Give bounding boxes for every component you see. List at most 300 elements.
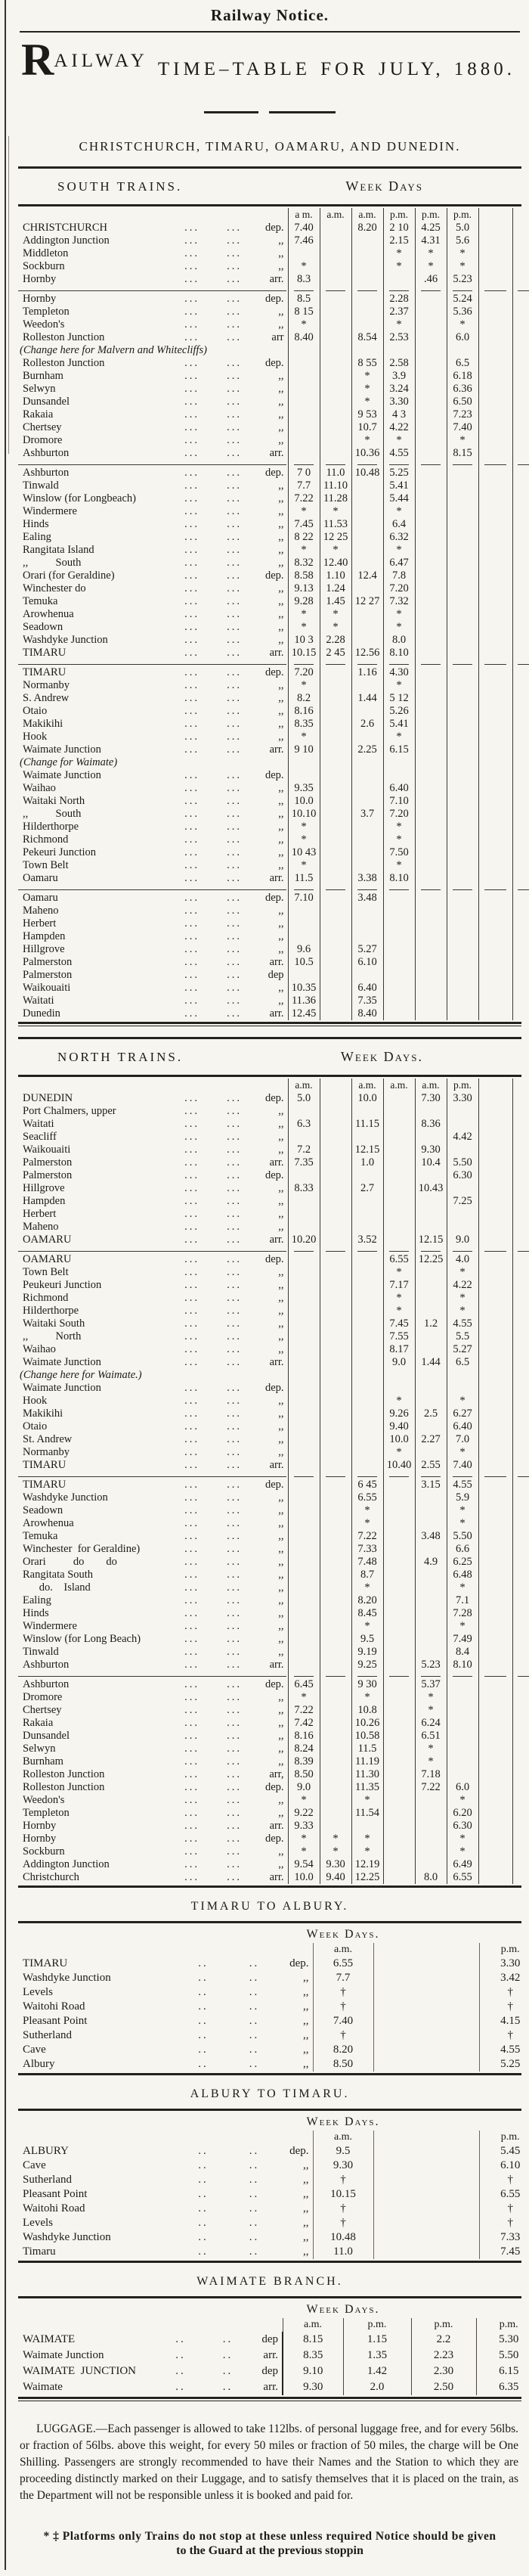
time-cell: [478, 1581, 512, 1594]
stop-type: ,,: [278, 421, 284, 433]
table-row: [18, 1659, 529, 1671]
station-name: Ashburton: [23, 467, 70, 479]
time-cell: [512, 982, 529, 995]
time-cell: [288, 1253, 320, 1266]
time-cell: 9.6: [288, 943, 320, 956]
time-cell: [478, 1395, 512, 1407]
time-cell: [320, 1646, 351, 1659]
header-spacer: [254, 208, 288, 222]
stop-type: ,,: [303, 2000, 309, 2013]
time-cell: [288, 421, 320, 434]
time-cell: 4.55: [479, 2043, 529, 2057]
table-row: [18, 2173, 529, 2187]
time-cell: [415, 1330, 447, 1343]
time-cell: [478, 1092, 512, 1105]
table-row: [18, 1253, 529, 1266]
station-name: Waitaki North: [23, 795, 85, 807]
time-cell: [320, 833, 351, 846]
time-cell: [512, 1479, 529, 1491]
station-name: Winchester do: [23, 582, 86, 594]
table-bottom-rule: [18, 1885, 521, 1888]
time-cell: 5.5: [447, 1330, 478, 1343]
station-name: Ashburton: [23, 1678, 70, 1690]
stop-type: ,,: [303, 2174, 309, 2186]
time-cell: [373, 2216, 479, 2230]
time-cell: [415, 1820, 447, 1833]
time-cell: *: [383, 608, 415, 621]
time-cell: 8.54: [351, 331, 383, 344]
time-column-header: [478, 1079, 512, 1092]
time-cell: [478, 421, 512, 434]
ditto-dots: ...: [184, 570, 200, 582]
time-cell: [512, 1292, 529, 1305]
time-cell: [478, 370, 512, 383]
time-cell: [512, 1279, 529, 1292]
stop-type: ,,: [278, 679, 284, 691]
table-row: [18, 2363, 529, 2379]
ditto-dots: ..: [198, 2245, 209, 2258]
time-cell: [415, 1845, 447, 1858]
ditto-dots: ...: [227, 1691, 242, 1703]
station-name: WAIMATE: [23, 2333, 76, 2345]
ditto-dots: ...: [227, 434, 242, 446]
time-cell: [415, 647, 447, 660]
station-name: Weedon's: [23, 1794, 65, 1806]
time-cell: 10 43: [288, 846, 320, 859]
time-cell: [478, 621, 512, 634]
time-cell: [415, 1195, 447, 1208]
divider-dash: [484, 889, 506, 890]
time-cell: [415, 982, 447, 995]
ditto-dots: ...: [184, 1820, 200, 1832]
station-name: Makikihi: [23, 1407, 63, 1420]
time-cell: [447, 833, 478, 846]
divider-cell: [383, 460, 415, 467]
ditto-dots: ..: [175, 2381, 186, 2393]
time-cell: 3.30: [383, 396, 415, 408]
time-cell: [320, 1820, 351, 1833]
time-cell: *: [447, 1266, 478, 1279]
time-cell: 7.0: [447, 1433, 478, 1446]
station-name: Sockburn: [23, 1845, 65, 1858]
time-cell: [512, 1156, 529, 1169]
header-spacer: [207, 2318, 249, 2332]
time-cell: [478, 447, 512, 460]
time-cell: [320, 1659, 351, 1671]
time-cell: [288, 1221, 320, 1234]
time-cell: [478, 1607, 512, 1620]
ditto-dots: ...: [227, 1717, 242, 1729]
stop-type: arr.: [269, 273, 284, 285]
time-cell: [320, 1459, 351, 1472]
divider-dash: [453, 464, 472, 465]
time-cell: [383, 1620, 415, 1633]
time-cell: [351, 293, 383, 306]
time-cell: [512, 370, 529, 383]
table-row: [18, 769, 529, 782]
time-cell: [415, 306, 447, 318]
time-cell: 7.28: [447, 1607, 478, 1620]
time-cell: 9.54: [288, 1858, 320, 1871]
divider-dash: [357, 1676, 377, 1677]
table-row: [18, 370, 529, 383]
time-cell: [415, 995, 447, 1007]
time-cell: [478, 1704, 512, 1717]
station-name: Hook: [23, 731, 48, 743]
ditto-dots: ...: [227, 582, 242, 594]
week-days-label: Week Days.: [340, 1049, 423, 1064]
divider-cell: [512, 885, 529, 892]
ditto-dots: ...: [184, 647, 200, 659]
time-cell: [512, 1730, 529, 1743]
time-cell: [415, 917, 447, 930]
divider-cell: [447, 660, 478, 666]
time-cell: [478, 821, 512, 833]
time-cell: [351, 1356, 383, 1369]
time-cell: [383, 1633, 415, 1646]
divider-cell: [478, 286, 512, 293]
divider-left: [18, 1671, 288, 1678]
time-cell: [383, 1768, 415, 1781]
time-cell: 5.44: [383, 492, 415, 505]
time-cell: [351, 1208, 383, 1221]
time-cell: [415, 1594, 447, 1607]
divider-cell: [320, 660, 351, 666]
table-row: [18, 1491, 529, 1504]
time-cell: [320, 260, 351, 273]
time-cell: 5.36: [447, 306, 478, 318]
time-cell: 11.10: [320, 480, 351, 492]
divider-cell: [383, 1671, 415, 1678]
stop-type: dep.: [264, 293, 284, 305]
time-cell: [512, 1407, 529, 1420]
time-cell: 2.15: [383, 234, 415, 247]
time-cell: 7.30: [415, 1092, 447, 1105]
stop-type: arr.: [269, 1007, 284, 1020]
table-row: [18, 544, 529, 557]
time-cell: *: [383, 544, 415, 557]
time-cell: [478, 1131, 512, 1144]
station-name: Hinds: [23, 1607, 49, 1619]
stop-type: ,,: [278, 1845, 284, 1858]
stop-type: ,,: [278, 595, 284, 607]
time-cell: [478, 260, 512, 273]
table-row: [18, 1607, 529, 1620]
stop-type: ,,: [278, 1182, 284, 1194]
time-cell: [320, 969, 351, 982]
time-cell: [478, 731, 512, 743]
table-row: [18, 2014, 529, 2028]
time-cell: [447, 769, 478, 782]
ditto-dots: ..: [249, 2000, 260, 2013]
table-row: [18, 1433, 529, 1446]
time-cell: [383, 930, 415, 943]
time-cell: 9.30: [313, 2159, 373, 2173]
time-cell: [383, 1755, 415, 1768]
ditto-dots: ...: [227, 1131, 242, 1143]
stop-type: ,,: [278, 1543, 284, 1555]
stop-type: ,,: [278, 1118, 284, 1130]
table-row: [18, 892, 529, 905]
ditto-dots: ...: [227, 692, 242, 704]
table-row: [18, 1266, 529, 1279]
time-cell: [373, 2014, 479, 2028]
ditto-dots: ...: [227, 995, 242, 1007]
ditto-dots: ..: [198, 2217, 209, 2229]
station-name: Waikouaiti: [23, 1144, 71, 1156]
ditto-dots: ...: [184, 1743, 200, 1755]
table-row: [18, 505, 529, 518]
table-row: [18, 1957, 529, 1971]
divider-left: [18, 1246, 288, 1253]
ditto-dots: ...: [227, 1594, 242, 1606]
ditto-dots: ...: [184, 969, 200, 981]
station-name: Dunsandel: [23, 396, 70, 408]
time-cell: [478, 1208, 512, 1221]
stop-type: ,,: [278, 1221, 284, 1233]
station-name: Burnham: [23, 370, 63, 382]
ditto-dots: ...: [184, 383, 200, 395]
time-cell: [320, 718, 351, 731]
time-cell: 10.43: [415, 1182, 447, 1195]
time-cell: [320, 1007, 351, 1020]
station-name: Sockburn: [23, 260, 65, 272]
time-cell: [512, 917, 529, 930]
divider-dash: [326, 889, 345, 890]
change-note: (Change here for Malvern and Whitecliffs): [20, 344, 207, 356]
divider-cell: [351, 460, 383, 467]
time-cell: 7.45: [479, 2245, 529, 2259]
time-cell: 10.0: [383, 1433, 415, 1446]
time-cell: 7.23: [447, 408, 478, 421]
time-cell: *: [447, 1620, 478, 1633]
time-cell: 9.30: [415, 1144, 447, 1156]
stop-type: arr.: [269, 743, 284, 756]
ditto-dots: ...: [184, 1594, 200, 1606]
time-cell: [478, 1433, 512, 1446]
divider-dash: [453, 290, 472, 291]
ditto-dots: ...: [227, 872, 242, 884]
time-cell: [447, 1743, 478, 1755]
time-cell: [447, 467, 478, 480]
table-row: [18, 1845, 529, 1858]
time-cell: [478, 1195, 512, 1208]
table-row: [18, 306, 529, 318]
time-cell: [415, 1343, 447, 1356]
time-cell: [415, 1607, 447, 1620]
divider-dash: [294, 889, 314, 890]
time-cell: [415, 434, 447, 447]
time-cell: [478, 1305, 512, 1317]
station-name: Rolleston Junction: [23, 1768, 105, 1780]
ditto-dots: ...: [184, 1330, 200, 1342]
stop-type: arr.: [263, 2381, 278, 2393]
time-cell: 6.20: [447, 1807, 478, 1820]
time-cell: [415, 1305, 447, 1317]
time-cell: *: [351, 1581, 383, 1594]
time-cell: [320, 1781, 351, 1794]
time-cell: [415, 943, 447, 956]
time-cell: 4.0: [447, 1253, 478, 1266]
ditto-dots: ...: [184, 531, 200, 543]
time-cell: [320, 1678, 351, 1691]
time-cell: 7.17: [383, 1279, 415, 1292]
time-cell: [512, 293, 529, 306]
time-cell: *: [415, 1743, 447, 1755]
divider-dash: [518, 464, 529, 465]
table-row: [18, 1305, 529, 1317]
time-cell: [351, 1317, 383, 1330]
time-cell: [512, 1768, 529, 1781]
time-cell: [478, 1253, 512, 1266]
station-name: Hinds: [23, 518, 49, 530]
time-cell: 3.30: [447, 1092, 478, 1105]
time-cell: [447, 995, 478, 1007]
station-name: Makikihi: [23, 718, 63, 730]
time-cell: 8.32: [288, 557, 320, 570]
time-cell: [288, 1504, 320, 1517]
time-cell: *: [351, 1517, 383, 1530]
ditto-dots: ...: [184, 222, 200, 234]
week-days-label: Week Days.: [306, 1928, 380, 1941]
time-cell: *: [383, 1446, 415, 1459]
station-name: ,, South: [23, 557, 82, 569]
time-cell: *: [415, 260, 447, 273]
table-row: [18, 2144, 529, 2159]
ditto-dots: ...: [184, 331, 200, 343]
station-name: Washdyke Junction: [23, 634, 108, 646]
ditto-dots: ...: [227, 1479, 242, 1491]
time-cell: 7.22: [415, 1781, 447, 1794]
ditto-dots: ...: [184, 1382, 200, 1394]
divider-rule: [18, 664, 286, 665]
ditto-dots: ...: [227, 1704, 242, 1716]
ditto-dots: ...: [184, 1343, 200, 1355]
time-cell: [288, 1633, 320, 1646]
stop-type: ,,: [278, 518, 284, 530]
table-row: [18, 905, 529, 917]
section-south-trains: [18, 166, 521, 1026]
ditto-dots: ..: [249, 2145, 260, 2157]
time-cell: [383, 273, 415, 286]
time-cell: 1.0: [351, 1156, 383, 1169]
divider-rule: [18, 1676, 286, 1677]
time-cell: [512, 1633, 529, 1646]
time-cell: [351, 1407, 383, 1420]
ditto-dots: ...: [184, 731, 200, 743]
time-cell: *: [351, 370, 383, 383]
time-cell: 10.48: [351, 467, 383, 480]
time-cell: [447, 718, 478, 731]
time-cell: 4.25: [415, 222, 447, 234]
time-cell: 1.10: [320, 570, 351, 582]
divider-cell: [447, 1671, 478, 1678]
time-cell: [415, 1581, 447, 1594]
table-row: [18, 679, 529, 692]
ditto-dots: ..: [198, 2029, 209, 2041]
time-cell: 2.27: [415, 1433, 447, 1446]
stop-type: ,,: [278, 833, 284, 846]
table-row: [18, 982, 529, 995]
time-cell: [320, 982, 351, 995]
time-cell: 8.15: [283, 2332, 343, 2348]
stop-type: arr.: [269, 647, 284, 659]
time-cell: [512, 1221, 529, 1234]
time-cell: [447, 1007, 478, 1020]
station-name: Rakaia: [23, 1717, 54, 1729]
station-name: Addington Junction: [23, 234, 110, 247]
station-name: Sutherland: [23, 2174, 72, 2186]
stop-type: dep.: [264, 1092, 284, 1104]
time-cell: [512, 930, 529, 943]
time-cell: *: [447, 1794, 478, 1807]
table-row: [18, 2159, 529, 2173]
time-cell: [320, 956, 351, 969]
time-cell: [320, 666, 351, 679]
stop-type: dep.: [264, 1781, 284, 1793]
station-name: Washdyke Junction: [23, 1491, 108, 1504]
time-cell: [512, 1253, 529, 1266]
time-cell: [288, 370, 320, 383]
time-cell: [478, 1543, 512, 1556]
time-cell: 6.45: [288, 1678, 320, 1691]
divider-dash: [453, 889, 472, 890]
table-row: [18, 557, 529, 570]
station-name: Templeton: [23, 306, 70, 318]
table-row: [18, 743, 529, 756]
ditto-dots: ...: [227, 222, 242, 234]
time-cell: [351, 544, 383, 557]
section-albury-timaru: [18, 2087, 521, 2263]
time-cell: [447, 570, 478, 582]
time-cell: [415, 621, 447, 634]
table-row: [18, 1807, 529, 1820]
station-name: TIMARU: [23, 647, 67, 659]
time-cell: [320, 331, 351, 344]
divider-cell: [478, 885, 512, 892]
time-cell: [415, 1131, 447, 1144]
stop-type: ,,: [278, 905, 284, 917]
stop-type: arr,: [269, 1768, 284, 1780]
time-column-header: p.m.: [343, 2318, 411, 2332]
time-cell: [320, 1382, 351, 1395]
time-cell: [478, 1678, 512, 1691]
station-name: Maheno: [23, 905, 59, 917]
time-cell: *: [320, 505, 351, 518]
time-cell: [320, 795, 351, 808]
time-cell: [320, 1343, 351, 1356]
ditto-dots: ...: [184, 808, 200, 820]
time-cell: [383, 905, 415, 917]
time-cell: †: [313, 2173, 373, 2187]
ditto-dots: ...: [184, 1221, 200, 1233]
time-cell: [478, 1768, 512, 1781]
stop-type: ,,: [303, 2188, 309, 2200]
time-cell: [383, 1556, 415, 1569]
time-cell: 8.24: [288, 1743, 320, 1755]
station-name: Temuka: [23, 595, 58, 607]
station-name: Richmond: [23, 833, 69, 846]
time-cell: 10 3: [288, 634, 320, 647]
table-row: [18, 1504, 529, 1517]
time-cell: [320, 692, 351, 705]
time-cell: 3.38: [351, 872, 383, 885]
stop-type: ,,: [303, 2058, 309, 2070]
time-cell: [351, 1253, 383, 1266]
time-cell: [320, 447, 351, 460]
time-cell: 2.50: [411, 2379, 476, 2395]
time-cell: *: [383, 621, 415, 634]
